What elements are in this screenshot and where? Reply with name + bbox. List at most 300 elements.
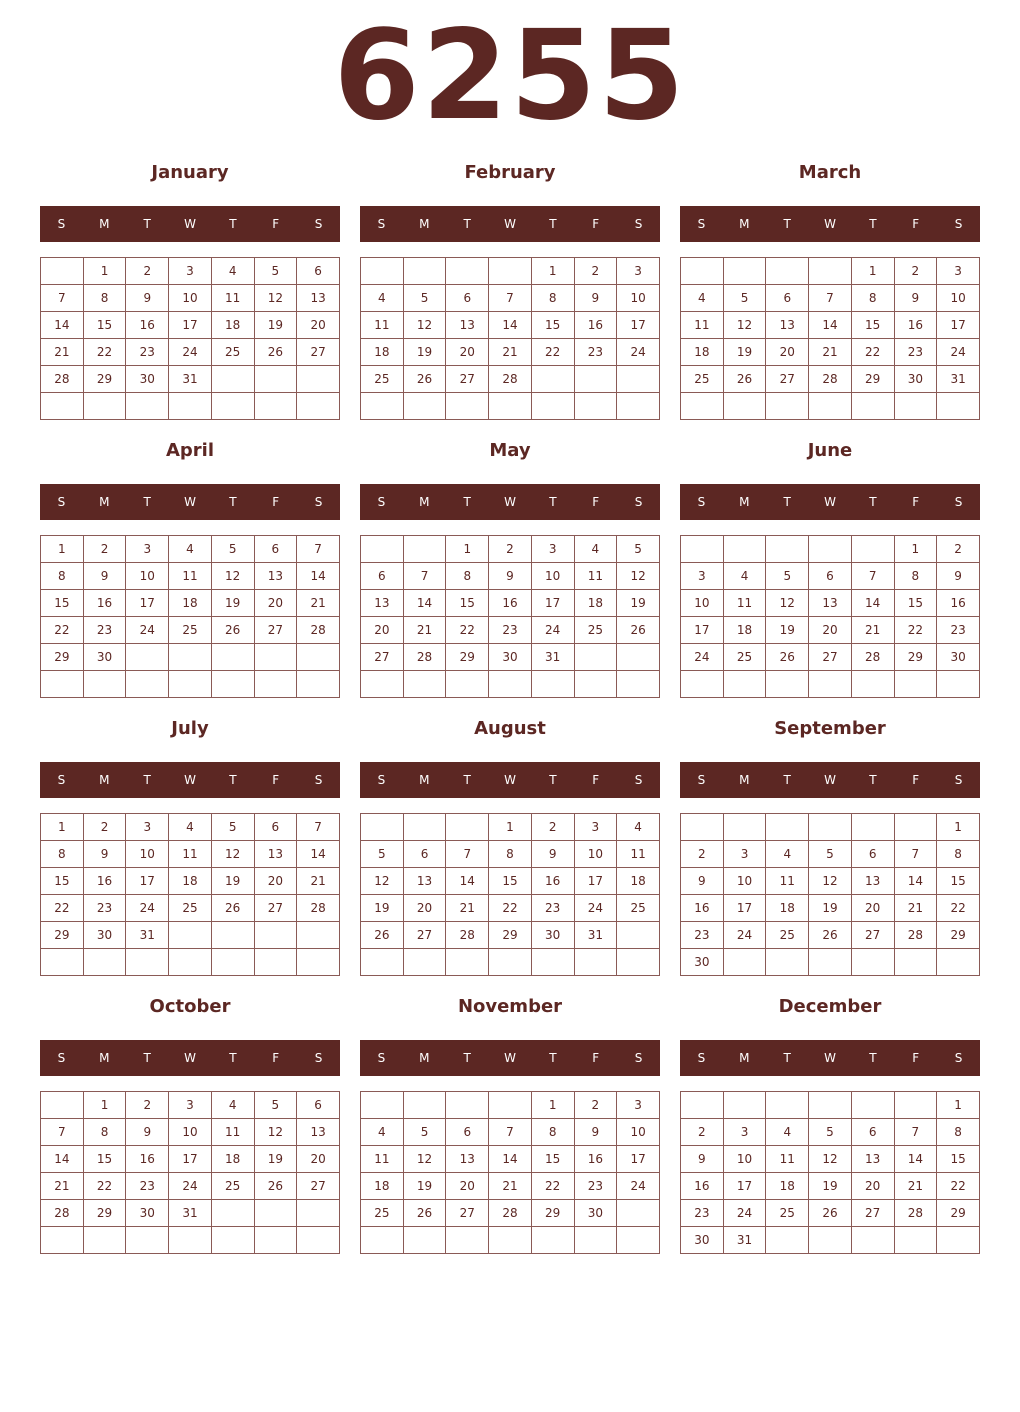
day-cell: 2 [126,1092,169,1119]
weekday-header [680,762,980,798]
day-cell: 11 [766,868,809,895]
day-cell: 2 [126,258,169,285]
day-grid [40,535,340,698]
day-cell: 1 [937,814,980,841]
day-cell: 28 [446,922,489,949]
day-cell: 30 [126,1200,169,1227]
day-grid [680,1091,980,1254]
day-cell: 12 [809,1146,852,1173]
day-cell: 18 [766,895,809,922]
week-row [681,671,980,698]
day-cell: 23 [574,339,617,366]
day-cell: 5 [723,285,766,312]
day-cell: 7 [403,563,446,590]
day-cell: 21 [851,617,894,644]
day-cell: 22 [937,895,980,922]
weekday-header [40,206,340,242]
day-cell [723,814,766,841]
week-row [681,1173,980,1200]
day-cell: 16 [126,1146,169,1173]
day-cell: 24 [937,339,980,366]
day-cell: 17 [617,1146,660,1173]
day-cell [254,644,297,671]
day-cell: 18 [681,339,724,366]
day-cell: 22 [489,895,532,922]
weekday-label: T [229,773,237,787]
day-cell: 17 [531,590,574,617]
day-cell: 31 [169,1200,212,1227]
week-row [361,617,660,644]
day-cell [41,1227,84,1254]
day-cell: 18 [211,1146,254,1173]
weekday-label: S [954,1051,963,1065]
day-cell: 24 [169,1173,212,1200]
day-cell [489,1092,532,1119]
day-cell [681,536,724,563]
weekday-header [40,762,340,798]
weekday-label: F [592,773,600,787]
day-cell [83,949,126,976]
day-cell [361,258,404,285]
day-cell [531,1227,574,1254]
day-cell [574,644,617,671]
day-cell [211,1200,254,1227]
week-row [681,1119,980,1146]
day-cell: 31 [126,922,169,949]
day-cell [531,671,574,698]
weekday-label: W [824,1051,836,1065]
week-row [681,590,980,617]
weekday-label: M [739,495,750,509]
day-cell: 9 [126,1119,169,1146]
week-row [41,366,340,393]
day-cell: 2 [83,536,126,563]
month-name: October [149,996,231,1017]
weekday-label: M [419,217,430,231]
day-cell: 26 [254,339,297,366]
weekday-label: F [592,217,600,231]
weekday-label: T [463,773,471,787]
day-cell [489,671,532,698]
weekday-label: S [697,495,706,509]
week-row [361,1146,660,1173]
day-cell: 6 [254,814,297,841]
day-cell: 2 [681,841,724,868]
day-cell: 30 [531,922,574,949]
day-cell [211,671,254,698]
day-cell [403,814,446,841]
day-cell: 9 [489,563,532,590]
day-cell [809,258,852,285]
day-cell: 22 [851,339,894,366]
day-cell [809,814,852,841]
day-cell: 27 [766,366,809,393]
day-cell: 7 [809,285,852,312]
day-cell [894,1227,937,1254]
day-cell: 30 [574,1200,617,1227]
day-cell: 26 [766,644,809,671]
day-cell [297,1200,340,1227]
weekday-header [360,1040,660,1076]
day-cell [851,536,894,563]
day-cell [403,393,446,420]
day-cell [361,1092,404,1119]
week-row [361,644,660,671]
day-cell: 11 [574,563,617,590]
day-cell: 1 [851,258,894,285]
weekday-label: F [912,495,920,509]
day-cell: 14 [297,563,340,590]
day-cell: 20 [254,590,297,617]
day-cell: 18 [211,312,254,339]
day-cell: 6 [297,258,340,285]
day-cell: 29 [937,922,980,949]
week-row [41,1200,340,1227]
day-cell: 8 [41,841,84,868]
day-cell: 30 [681,1227,724,1254]
day-cell: 23 [531,895,574,922]
day-cell [574,366,617,393]
day-cell: 28 [809,366,852,393]
weekday-label: F [592,1051,600,1065]
day-cell: 27 [851,1200,894,1227]
weekday-label: T [143,1051,151,1065]
day-cell: 4 [723,563,766,590]
weekday-label: W [184,495,196,509]
day-cell: 7 [894,841,937,868]
day-cell: 5 [403,1119,446,1146]
day-cell [446,671,489,698]
day-cell [211,922,254,949]
day-cell: 10 [126,563,169,590]
day-cell [723,949,766,976]
day-cell: 23 [83,617,126,644]
day-cell: 31 [169,366,212,393]
day-cell: 25 [211,339,254,366]
month-name: January [151,162,229,183]
day-cell: 12 [766,590,809,617]
day-cell: 25 [211,1173,254,1200]
day-cell: 4 [681,285,724,312]
week-row [41,671,340,698]
week-row [41,617,340,644]
weekday-label: T [143,217,151,231]
day-cell: 14 [41,1146,84,1173]
day-cell: 3 [617,258,660,285]
day-cell: 21 [297,590,340,617]
day-cell: 22 [41,617,84,644]
week-row [41,1092,340,1119]
day-cell: 3 [169,1092,212,1119]
day-cell: 9 [126,285,169,312]
day-cell: 3 [937,258,980,285]
day-cell: 28 [489,366,532,393]
day-cell [403,949,446,976]
day-cell: 16 [574,1146,617,1173]
day-cell: 11 [169,563,212,590]
day-cell [446,1227,489,1254]
day-cell: 7 [41,285,84,312]
week-row [681,285,980,312]
day-cell: 4 [169,814,212,841]
week-row [361,339,660,366]
day-cell [766,671,809,698]
day-cell: 28 [41,1200,84,1227]
weekday-label: F [912,773,920,787]
day-cell: 22 [41,895,84,922]
week-row [41,339,340,366]
day-cell: 24 [126,895,169,922]
day-cell: 4 [766,841,809,868]
day-cell [254,949,297,976]
weekday-label: T [869,773,877,787]
day-cell [766,258,809,285]
weekday-label: S [634,495,643,509]
day-cell: 12 [361,868,404,895]
week-row [361,1173,660,1200]
day-cell [211,366,254,393]
day-cell: 12 [403,1146,446,1173]
week-row [41,1146,340,1173]
month-name: November [457,996,563,1017]
day-cell [766,814,809,841]
day-cell: 17 [169,1146,212,1173]
day-cell: 21 [894,895,937,922]
weekday-label: W [824,495,836,509]
day-cell [766,536,809,563]
day-cell: 6 [851,841,894,868]
month-name: March [798,162,862,183]
day-cell: 11 [681,312,724,339]
day-cell: 29 [531,1200,574,1227]
day-cell: 14 [41,312,84,339]
day-cell: 22 [531,339,574,366]
day-cell: 15 [851,312,894,339]
day-cell: 29 [41,922,84,949]
day-cell [617,644,660,671]
weekday-label: T [549,217,557,231]
week-row [681,922,980,949]
day-cell: 20 [766,339,809,366]
weekday-header [360,484,660,520]
weekday-label: S [634,1051,643,1065]
day-cell: 4 [211,258,254,285]
weekday-label: T [549,1051,557,1065]
day-cell: 10 [169,1119,212,1146]
day-cell [809,949,852,976]
day-cell: 1 [41,536,84,563]
day-cell: 8 [894,563,937,590]
day-cell [723,1092,766,1119]
week-row [41,922,340,949]
day-cell: 3 [617,1092,660,1119]
day-cell: 5 [254,258,297,285]
day-cell: 15 [937,1146,980,1173]
day-cell: 20 [297,1146,340,1173]
day-cell [403,671,446,698]
weekday-header [360,206,660,242]
weekday-label: M [99,773,110,787]
weekday-label: T [463,1051,471,1065]
day-cell: 25 [169,895,212,922]
day-cell [489,949,532,976]
day-cell: 9 [574,285,617,312]
day-cell [809,1092,852,1119]
day-cell: 18 [766,1173,809,1200]
weekday-label: T [783,773,791,787]
day-cell [126,393,169,420]
day-cell: 25 [169,617,212,644]
weekday-label: M [419,1051,430,1065]
weekday-label: M [99,217,110,231]
weekday-label: T [229,1051,237,1065]
day-cell: 11 [723,590,766,617]
week-row [361,1200,660,1227]
day-cell: 14 [297,841,340,868]
day-cell: 8 [531,285,574,312]
weekday-label: T [549,773,557,787]
day-cell: 6 [766,285,809,312]
day-cell: 4 [617,814,660,841]
day-cell [211,949,254,976]
day-cell: 24 [574,895,617,922]
week-row [361,814,660,841]
day-cell: 15 [83,1146,126,1173]
weekday-label: F [912,217,920,231]
day-cell: 6 [254,536,297,563]
day-cell: 13 [851,1146,894,1173]
day-cell [766,1227,809,1254]
day-cell [937,671,980,698]
day-cell: 31 [531,644,574,671]
weekday-label: T [229,495,237,509]
day-cell: 24 [723,922,766,949]
day-cell: 10 [574,841,617,868]
day-cell [681,814,724,841]
day-cell: 18 [361,1173,404,1200]
day-cell: 14 [851,590,894,617]
weekday-label: F [912,1051,920,1065]
day-cell: 15 [489,868,532,895]
day-cell: 17 [126,868,169,895]
day-cell [169,393,212,420]
day-cell: 5 [809,841,852,868]
day-cell [361,671,404,698]
day-cell: 23 [489,617,532,644]
day-cell: 7 [489,285,532,312]
day-cell: 27 [446,366,489,393]
day-cell [937,949,980,976]
day-cell: 25 [361,366,404,393]
weekday-label: T [549,495,557,509]
day-cell: 10 [723,868,766,895]
day-cell [41,258,84,285]
week-row [681,949,980,976]
day-cell: 24 [617,1173,660,1200]
day-cell: 1 [531,1092,574,1119]
day-cell: 18 [617,868,660,895]
day-cell: 21 [297,868,340,895]
day-cell: 24 [617,339,660,366]
day-cell: 15 [937,868,980,895]
weekday-label: S [314,1051,323,1065]
day-cell: 4 [361,285,404,312]
day-cell: 28 [403,644,446,671]
day-cell: 2 [574,1092,617,1119]
day-cell: 13 [809,590,852,617]
day-cell [617,1200,660,1227]
day-cell: 9 [681,1146,724,1173]
day-cell: 8 [489,841,532,868]
day-cell: 8 [83,285,126,312]
day-cell: 14 [489,1146,532,1173]
day-cell: 22 [937,1173,980,1200]
weekday-label: M [419,495,430,509]
day-cell: 19 [211,868,254,895]
day-cell [83,1227,126,1254]
week-row [361,366,660,393]
day-grid [680,257,980,420]
day-cell: 26 [254,1173,297,1200]
day-cell: 7 [297,814,340,841]
day-cell: 24 [531,617,574,644]
day-cell [851,1092,894,1119]
weekday-header [680,1040,980,1076]
day-cell: 30 [681,949,724,976]
day-cell: 5 [361,841,404,868]
day-cell: 20 [361,617,404,644]
week-row [361,868,660,895]
day-cell: 23 [126,1173,169,1200]
day-cell: 28 [851,644,894,671]
day-cell: 26 [211,617,254,644]
weekday-label: S [57,1051,66,1065]
day-cell [617,393,660,420]
month-name: July [171,718,209,739]
weekday-label: W [504,1051,516,1065]
day-cell: 9 [681,868,724,895]
day-cell: 13 [766,312,809,339]
day-cell: 16 [83,590,126,617]
day-cell: 16 [83,868,126,895]
day-grid [40,257,340,420]
day-cell: 22 [446,617,489,644]
day-cell [809,393,852,420]
week-row [361,949,660,976]
weekday-label: S [314,773,323,787]
day-cell: 12 [254,285,297,312]
week-row [41,1119,340,1146]
day-cell: 19 [403,339,446,366]
day-cell [211,1227,254,1254]
day-cell: 8 [937,1119,980,1146]
day-cell: 21 [894,1173,937,1200]
day-cell: 6 [403,841,446,868]
day-cell: 20 [851,1173,894,1200]
weekday-label: S [377,495,386,509]
day-cell: 2 [681,1119,724,1146]
day-cell: 8 [41,563,84,590]
day-cell: 13 [254,841,297,868]
day-cell: 5 [254,1092,297,1119]
week-row [41,814,340,841]
day-cell: 22 [894,617,937,644]
day-cell: 2 [574,258,617,285]
day-cell [894,1092,937,1119]
weekday-header [40,1040,340,1076]
week-row [361,258,660,285]
weekday-header [680,484,980,520]
